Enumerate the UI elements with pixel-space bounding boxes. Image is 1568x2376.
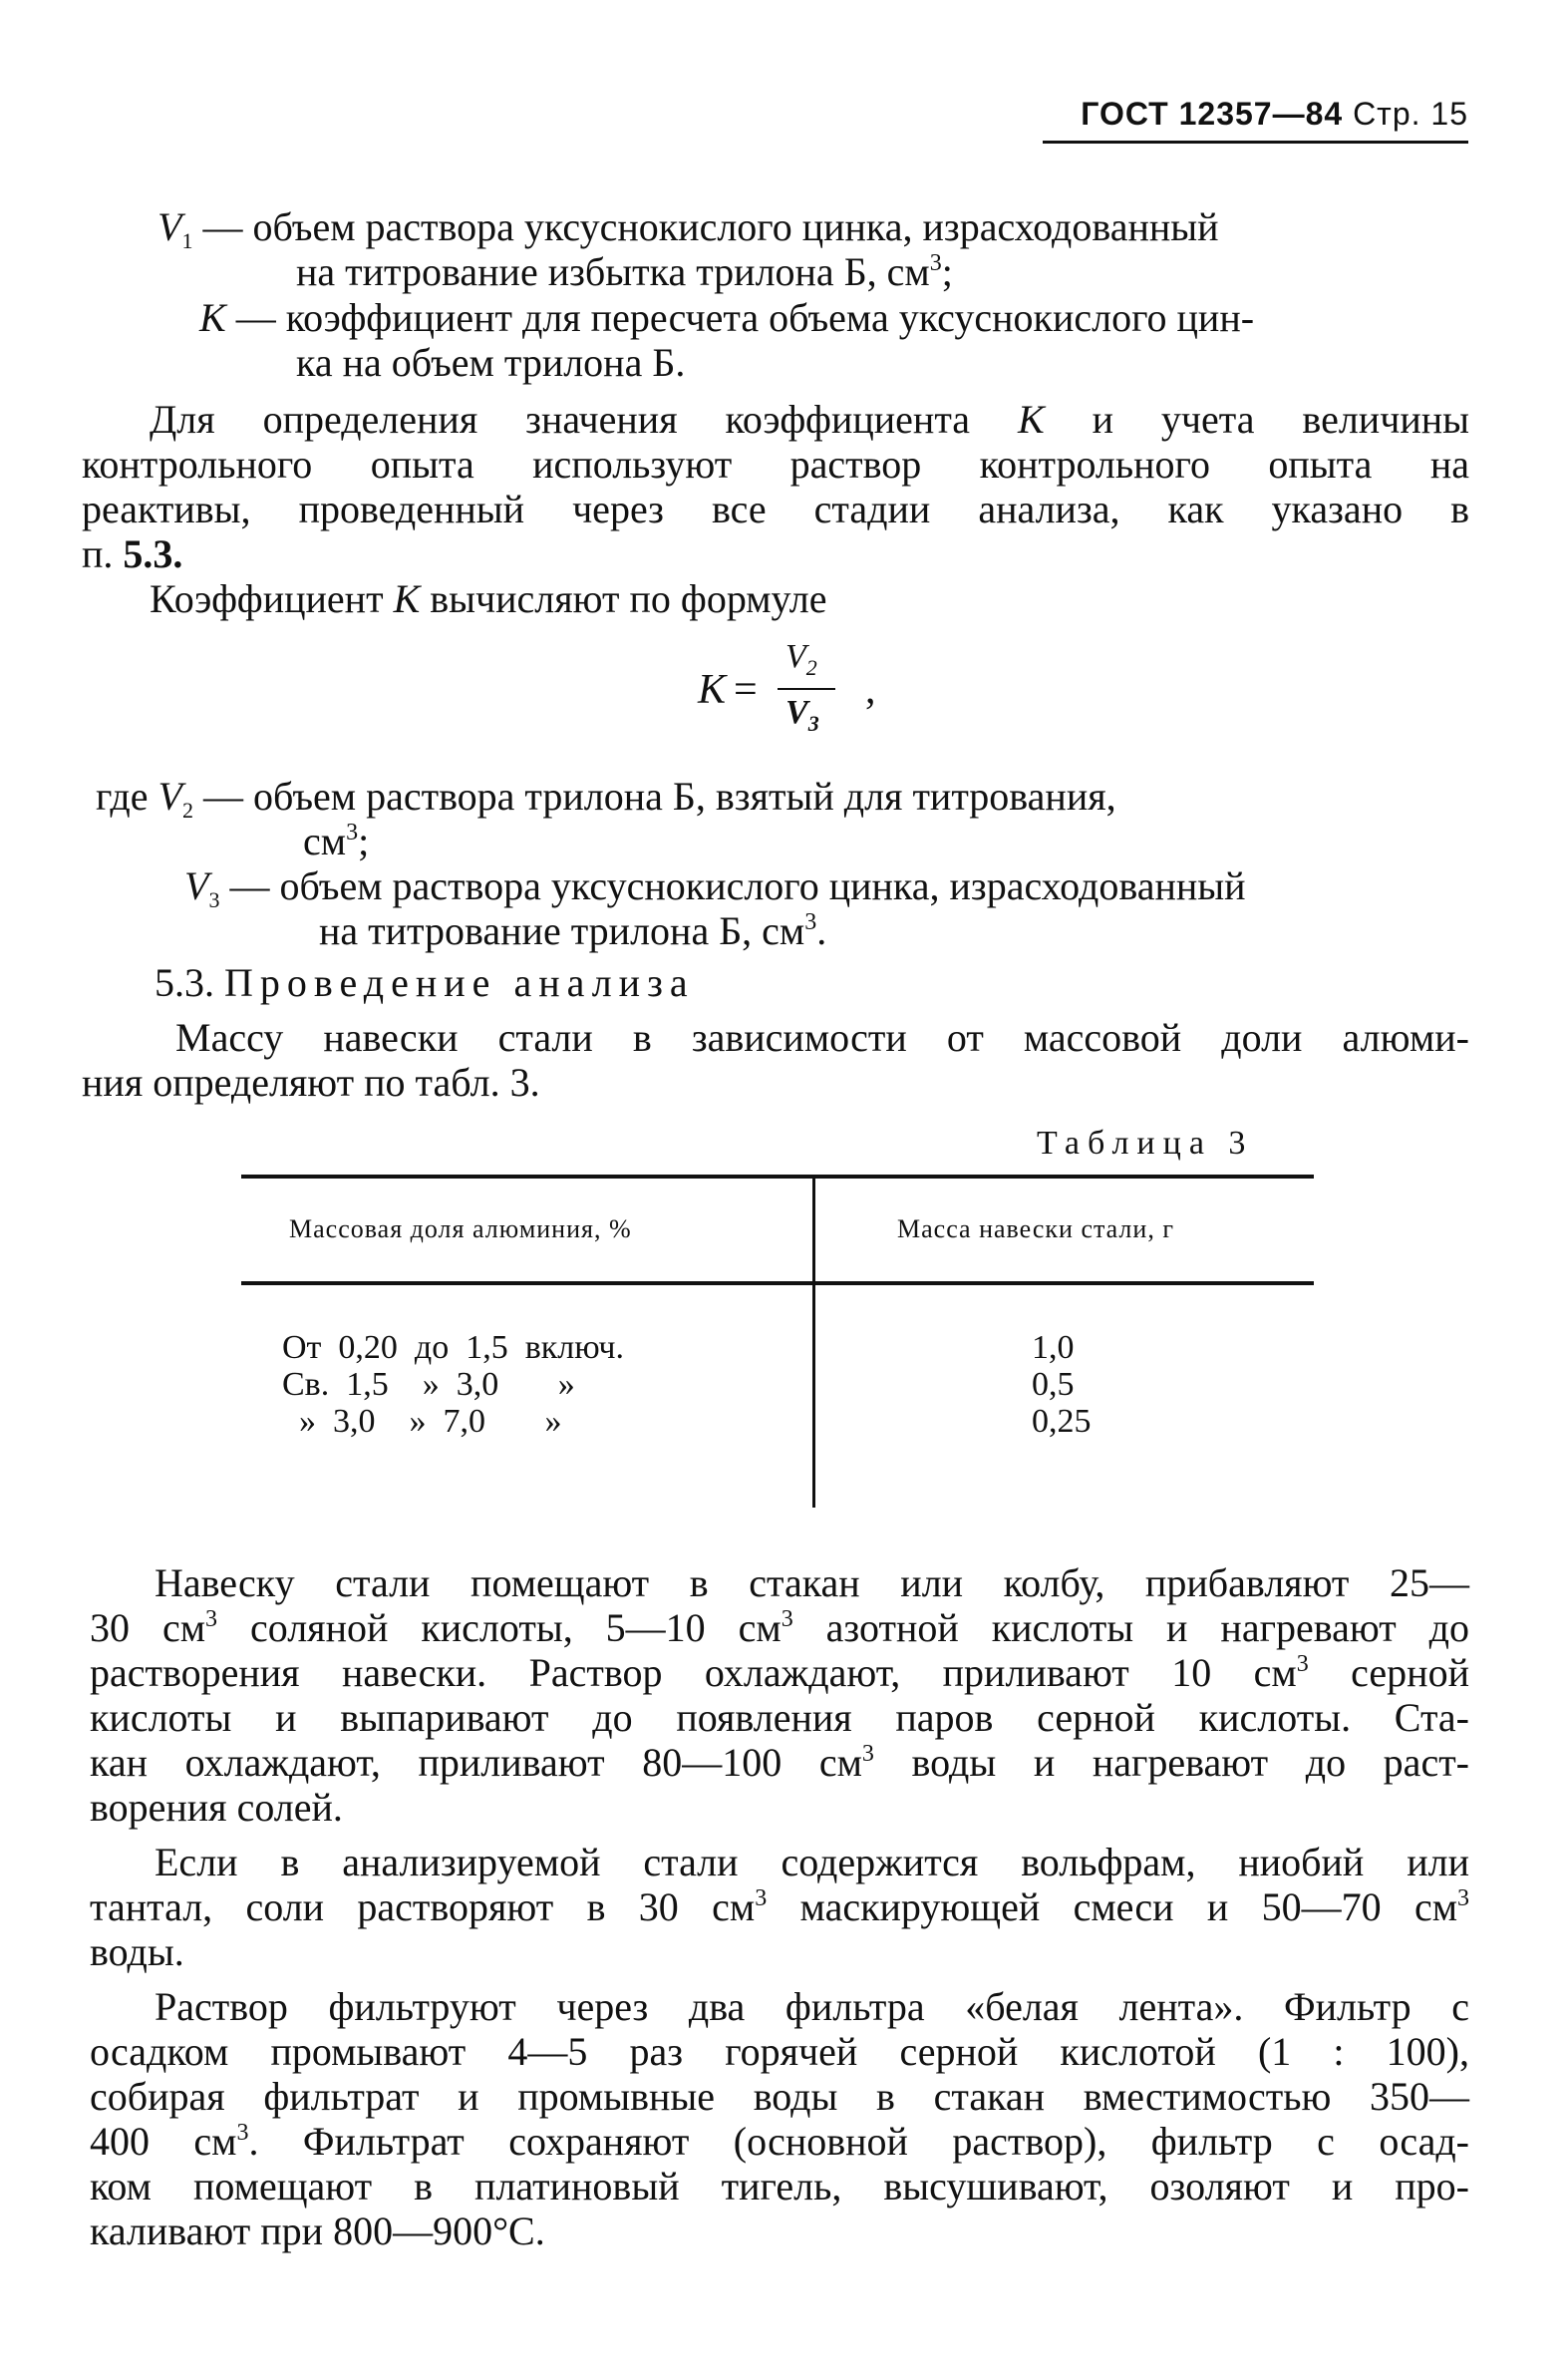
para3-line3 (90, 1650, 1469, 1695)
para1-line2: контрольного опыта используют раствор контрольного опыта на (82, 442, 1469, 487)
unit-superscript: 3 (755, 1885, 768, 1911)
def-text: на титрование трилона Б, см (319, 908, 805, 953)
para-text: 30 см (90, 1605, 206, 1650)
table-cell-mass: 0,5 (1032, 1366, 1075, 1403)
para4-line3: воды. (90, 1929, 184, 1974)
para5-line1: Раствор фильтруют через два фильтра «белая лента». Фильтр с (155, 1984, 1469, 2029)
table-cell-range: Св. 1,5 » 3,0 » (282, 1366, 575, 1403)
fraction-bar (778, 688, 835, 690)
para-text: азотной кислоты и нагревают до (792, 1605, 1469, 1650)
unit-superscript: 3 (1457, 1885, 1470, 1911)
def-superscript: 3 (346, 820, 359, 846)
section-ref: 5.3. (123, 531, 183, 576)
section-title: Проведение анализа (224, 960, 695, 1005)
def-subscript: 3 (208, 887, 220, 912)
def-text: объем раствора уксуснокислого цинка, израсходованный (252, 204, 1219, 249)
def-punct: ; (941, 249, 953, 294)
def-subscript: 1 (181, 228, 193, 253)
section-heading (155, 960, 695, 1005)
para-text: тантал, соли растворяют в 30 см (90, 1884, 756, 1929)
para2-line2: ния определяют по табл. 3. (82, 1060, 540, 1105)
def-v1-line2 (296, 249, 953, 294)
def-symbol: V (157, 204, 182, 249)
def-punct: . (816, 908, 827, 953)
def-subscript: 2 (181, 798, 193, 823)
def-text: объем раствора трилона Б, взятый для титрования, (252, 774, 1116, 819)
table-cell-mass: 0,25 (1032, 1403, 1092, 1440)
para3-line1: Навеску стали помещают в стакан или колбу, прибавляют 25— (155, 1560, 1469, 1605)
para-text: и учета величины (1044, 397, 1469, 442)
page-number: Стр. 15 (1353, 96, 1468, 132)
where-v3-line2 (319, 908, 826, 953)
table-cell-mass: 1,0 (1032, 1329, 1075, 1366)
unit-superscript: 3 (861, 1741, 874, 1767)
def-superscript: 3 (929, 250, 942, 276)
para3-line6: ворения солей. (90, 1785, 343, 1830)
para-text: маскирующей смеси и 50—70 см (767, 1884, 1458, 1929)
para-text: Коэффициент (150, 576, 394, 621)
table-top-rule (241, 1175, 1314, 1179)
formula-equals: = (734, 667, 758, 713)
para5-line2: осадком промывают 4—5 раз горячей серной кислотой (1 : 100), (90, 2029, 1469, 2074)
where-lead: где (96, 774, 158, 819)
formula-numerator (785, 638, 817, 680)
para-text: Для определения значения коэффициента (150, 397, 1018, 442)
def-punct: ; (358, 819, 370, 863)
formula-comma: , (865, 667, 876, 713)
para5-line5: ком помещают в платиновый тигель, высушивают, озоляют и про- (90, 2164, 1469, 2208)
def-k-line1 (199, 295, 1254, 340)
numerator-symbol: V (785, 638, 806, 675)
k-symbol: K (393, 576, 421, 621)
def-symbol: K (199, 295, 226, 340)
def-symbol: V (157, 774, 182, 819)
formula-lhs: K (698, 667, 727, 713)
para-text: соляной кислоты, 5—10 см (217, 1605, 782, 1650)
def-dash: — (192, 774, 253, 819)
table-cell-range: » 3,0 » 7,0 » (282, 1403, 562, 1440)
table-header-rule (241, 1281, 1314, 1285)
denominator-subscript: 3 (807, 711, 819, 736)
table-cell-range: От 0,20 до 1,5 включ. (282, 1329, 624, 1366)
def-dash: — (192, 204, 253, 249)
para1-line3: реактивы, проведенный через все стадии анализа, как указано в (82, 487, 1469, 531)
def-dash: — (219, 863, 280, 908)
def-symbol: V (184, 863, 209, 908)
para-text: 400 см (90, 2119, 237, 2164)
para1-line1 (150, 397, 1469, 442)
para1-line4 (82, 531, 182, 576)
def-superscript: 3 (804, 909, 817, 935)
where-v2-line2 (303, 819, 369, 863)
para3-line2 (90, 1605, 1469, 1650)
para-text: п. (82, 531, 124, 576)
para2-line1: Массу навески стали в зависимости от массовой доли алюми- (175, 1015, 1469, 1060)
unit-superscript: 3 (781, 1606, 793, 1632)
def-text: коэффициент для пересчета объема уксуснокислого цин- (285, 295, 1255, 340)
para5-line3: собирая фильтрат и промывные воды в стакан вместимостью 350— (90, 2074, 1469, 2119)
para-text: вычисляют по формуле (420, 576, 827, 621)
def-text: на титрование избытка трилона Б, см (296, 249, 930, 294)
standard-number: ГОСТ 12357—84 (1081, 96, 1344, 132)
k-symbol: K (1017, 397, 1045, 442)
para-text: растворения навески. Раствор охлаждают, приливают 10 см (90, 1650, 1297, 1695)
table-header-col2: Масса навески стали, г (897, 1214, 1174, 1243)
def-v1-line1 (157, 204, 1219, 253)
table-caption: Таблица 3 (1037, 1125, 1254, 1162)
para-text: серной (1308, 1650, 1469, 1695)
para3-line5 (90, 1740, 1469, 1785)
unit-superscript: 3 (236, 2120, 249, 2146)
where-v2-line1 (96, 774, 1116, 823)
unit-superscript: 3 (205, 1606, 218, 1632)
para-text: воды и нагревают до раст- (873, 1740, 1469, 1785)
page-header (1043, 96, 1468, 144)
formula-denominator (785, 694, 819, 736)
table-header-col1: Массовая доля алюминия, % (289, 1214, 632, 1243)
formula-intro (150, 576, 827, 621)
para5-line6: каливают при 800—900°С. (90, 2208, 545, 2253)
def-k-line2: ка на объем трилона Б. (296, 340, 686, 385)
section-number: 5.3. (155, 960, 224, 1005)
numerator-subscript: 2 (805, 655, 817, 680)
para3-line4: кислоты и выпаривают до появления паров серной кислоты. Ста- (90, 1695, 1469, 1740)
para4-line2 (90, 1884, 1469, 1929)
para4-line1: Если в анализируемой стали содержится вольфрам, ниобий или (155, 1840, 1469, 1884)
where-v3-line1 (184, 863, 1246, 912)
def-text: объем раствора уксуснокислого цинка, израсходованный (279, 863, 1246, 908)
def-dash: — (225, 295, 286, 340)
denominator-symbol: V (785, 694, 808, 731)
para-text: кан охлаждают, приливают 80—100 см (90, 1740, 862, 1785)
table-column-divider (812, 1179, 815, 1508)
def-text: см (303, 819, 347, 863)
formula-k (698, 638, 897, 748)
unit-superscript: 3 (1296, 1651, 1309, 1677)
para-text: . Фильтрат сохраняют (основной раствор), фильтр с осад- (248, 2119, 1469, 2164)
para5-line4 (90, 2119, 1469, 2164)
